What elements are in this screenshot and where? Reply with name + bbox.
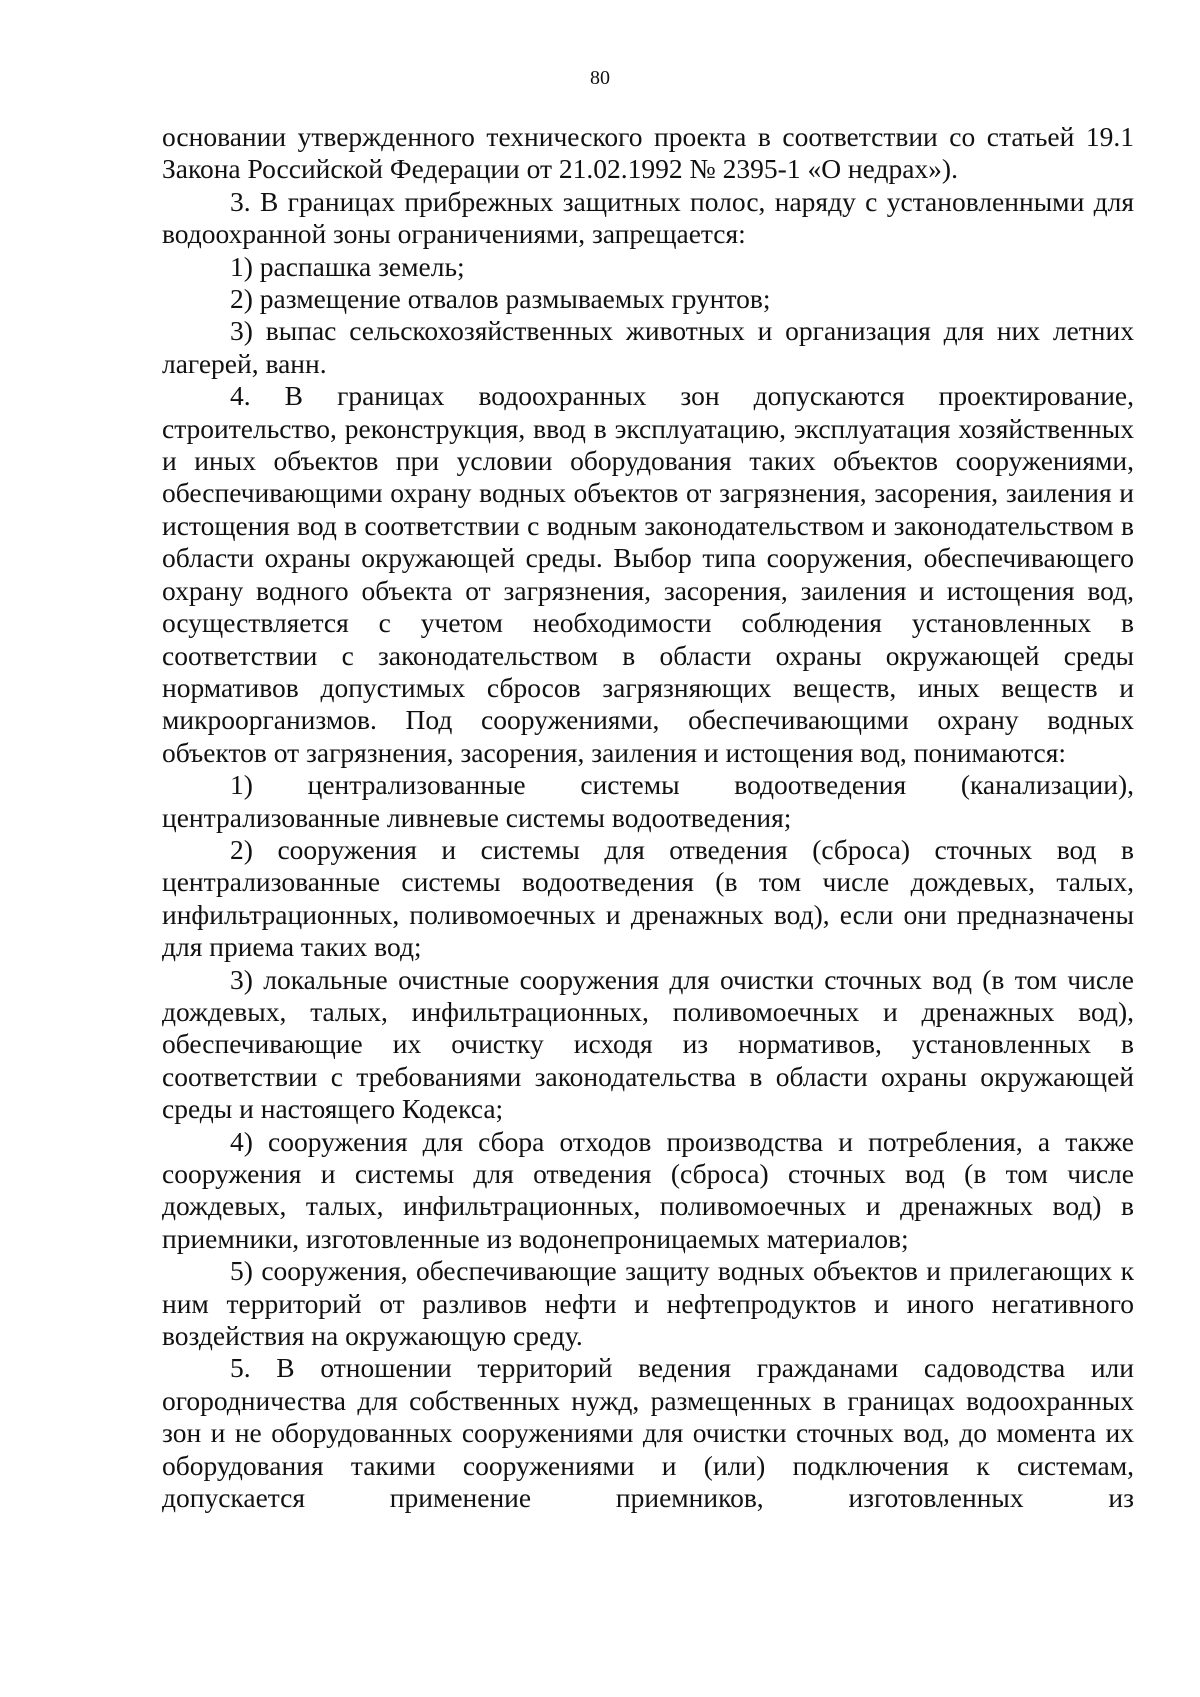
paragraph-subitem-3-3: 3) выпас сельскохозяйственных животных и организация для них летних лагерей, ванн. [162, 315, 1134, 379]
paragraph-subitem-4-4: 4) сооружения для сбора отходов производства и потребления, а также сооружения и системы для отведения (сброса) сточных вод (в том числе дождевых, талых, инфильтрационных, поливомоечных и дренажных вод) в приемники, изготовленные из водонепроницаемых материалов; [162, 1125, 1134, 1254]
paragraph-subitem-4-5: 5) сооружения, обеспечивающие защиту водных объектов и прилегающих к ним территорий от разливов нефти и нефтепродуктов и иного негативного воздействия на окружающую среду. [162, 1255, 1134, 1352]
paragraph-subitem-3-2: 2) размещение отвалов размываемых грунтов; [230, 283, 771, 315]
paragraph-item-3: 3. В границах прибрежных защитных полос, наряду с установленными для водоохранной зоны ограничениями, запрещается: [162, 185, 1134, 250]
page-number: 80 [590, 67, 610, 89]
paragraph-subitem-3-1: 1) распашка земель; [230, 250, 465, 282]
body-text [162, 121, 1134, 1514]
paragraph-item-4: 4. В границах водоохранных зон допускаются проектирование, строительство, реконструкция, ввод в эксплуатацию, эксплуатация хозяйственных и иных объектов при условии оборудования таких объектов сооружениями, обеспечивающими охрану водных объектов от загрязнения, засорения, заиления и истощения вод в соответствии с водным законодательством и законодательством в области охраны окружающей среды. Выбор типа сооружения, обеспечивающего охрану водного объекта от загрязнения, засорения, заиления и истощения вод, осуществляется с учетом необходимости соблюдения установленных в соответствии с законодательством в области охраны окружающей среды нормативов допустимых сбросов загрязняющих веществ, иных веществ и микроорганизмов. Под сооружениями, обеспечивающими охрану водных объектов от загрязнения, засорения, заиления и истощения вод, понимаются: [162, 380, 1134, 768]
paragraph-item-5: 5. В отношении территорий ведения гражданами садоводства или огородничества для собственных нужд, размещенных в границах водоохранных зон и не оборудованных сооружениями для очистки сточных вод, до момента их оборудования такими сооружениями и (или) подключения к системам, допускается применение приемников, изготовленных из [162, 1352, 1134, 1514]
paragraph-continuation: основании утвержденного технического проекта в соответствии со статьей 19.1 Закона Российской Федерации от 21.02.1992 № 2395-1 «О недрах»). [162, 121, 1134, 185]
paragraph-subitem-4-3: 3) локальные очистные сооружения для очистки сточных вод (в том числе дождевых, талых, инфильтрационных, поливомоечных и дренажных вод), обеспечивающие их очистку исходя из нормативов, установленных в соответствии с требованиями законодательства в области охраны окружающей среды и настоящего Кодекса; [162, 963, 1134, 1125]
paragraph-subitem-4-2: 2) сооружения и системы для отведения (сброса) сточных вод в централизованные системы водоотведения (в том числе дождевых, талых, инфильтрационных, поливомоечных и дренажных вод), если они предназначены для приема таких вод; [162, 833, 1134, 963]
paragraph-subitem-4-1: 1) централизованные системы водоотведения (канализации), централизованные ливневые системы водоотведения; [162, 769, 1134, 833]
